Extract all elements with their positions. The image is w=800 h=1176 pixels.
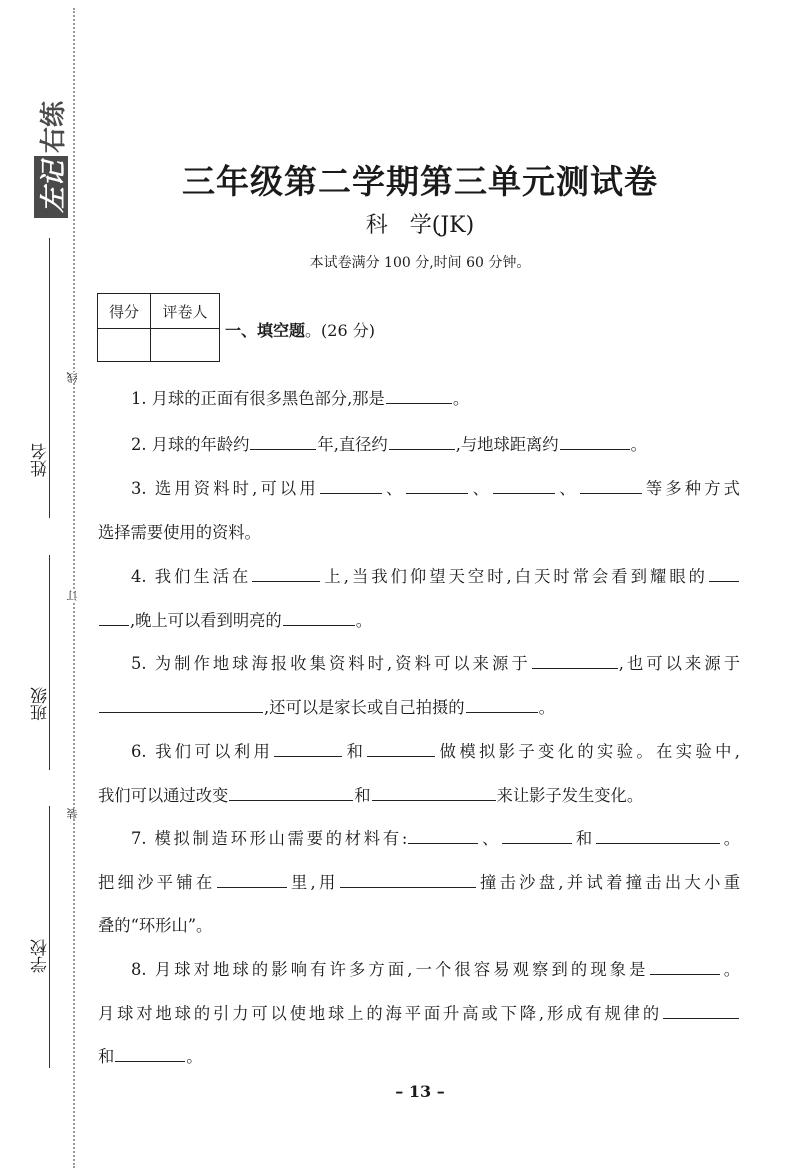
question-1: 1. 月球的正面有很多黑色部分,那是 。 [131, 389, 470, 408]
brand-logo [34, 88, 68, 218]
q4-blank-2b[interactable] [99, 610, 129, 626]
grader-header: 评卷人 [151, 294, 220, 329]
question-6-cont: 我们可以通过改变 和 来让影子发生变化。 [98, 786, 644, 805]
school-label: 学校 [31, 939, 51, 973]
q4-blank-3[interactable] [283, 610, 355, 626]
q7-blank-5[interactable] [340, 872, 476, 888]
question-8-cont-2: 和 。 [98, 1047, 203, 1066]
section-name: 一、填空题 [225, 321, 306, 340]
score-table [97, 293, 220, 362]
school-field [24, 806, 54, 1068]
q5-blank-3[interactable] [466, 697, 538, 713]
binding-dotted-line [73, 8, 75, 1168]
class-field [24, 555, 54, 770]
question-2: 2. 月球的年龄约 年,直径约 ,与地球距离约 。 [131, 435, 647, 454]
q2-blank-1[interactable] [250, 434, 316, 450]
q7-blank-2[interactable] [502, 828, 572, 844]
q5-blank-1[interactable] [532, 653, 618, 669]
class-label: 班级 [31, 687, 51, 721]
page-number: – 13 – [395, 1082, 445, 1101]
name-field [24, 238, 54, 518]
q8-blank-2[interactable] [663, 1003, 739, 1019]
question-7-cont-2: 叠的“环形山”。 [98, 916, 213, 935]
q3-blank-1[interactable] [320, 478, 382, 494]
brand-rest-text: 右练 [38, 100, 69, 153]
q6-blank-3[interactable] [229, 785, 353, 801]
q7-blank-1[interactable] [408, 828, 478, 844]
q4-blank-1[interactable] [252, 566, 320, 582]
question-5: 5. 为制作地球海报收集资料时,资料可以来源于 ,也可以来源于 [131, 654, 740, 673]
question-6: 6. 我们可以利用 和 做模拟影子变化的实验。在实验中, [131, 742, 740, 761]
grader-cell[interactable] [151, 329, 220, 362]
name-label: 姓名 [31, 443, 51, 477]
score-header: 得分 [98, 294, 151, 329]
question-3-cont: 选择需要使用的资料。 [98, 523, 261, 542]
question-8: 8. 月球对地球的影响有许多方面,一个很容易观察到的现象是 。 [131, 960, 740, 979]
brand-boxed-text: 左记 [34, 156, 68, 218]
dotted-char-zhuang: 装 [66, 808, 79, 819]
exam-note: 本试卷满分 100 分,时间 60 分钟。 [309, 255, 531, 271]
q6-blank-1[interactable] [274, 741, 342, 757]
q5-blank-2[interactable] [99, 697, 263, 713]
q3-blank-3[interactable] [493, 478, 555, 494]
q7-blank-4[interactable] [217, 872, 287, 888]
q7-blank-3[interactable] [596, 828, 720, 844]
dotted-char-xian: 线 [66, 372, 79, 383]
q1-blank[interactable] [386, 388, 452, 404]
q4-blank-2a[interactable] [709, 566, 739, 582]
question-8-cont: 月球对地球的引力可以使地球上的海平面升高或下降,形成有规律的 [98, 1002, 740, 1026]
q8-blank-3[interactable] [115, 1046, 185, 1062]
question-4: 4. 我们生活在 上,当我们仰望天空时,白天时常会看到耀眼的 [131, 565, 740, 589]
dotted-char-ding: 订 [66, 590, 79, 601]
section-points: 。(26 分) [305, 321, 375, 340]
q2-blank-3[interactable] [560, 434, 630, 450]
q2-blank-2[interactable] [389, 434, 455, 450]
q6-blank-4[interactable] [372, 785, 496, 801]
score-cell[interactable] [98, 329, 151, 362]
subject-title: 科 学(JK) [365, 213, 475, 238]
q3-blank-4[interactable] [580, 478, 642, 494]
question-4-cont: ,晚上可以看到明亮的 。 [98, 609, 740, 633]
question-7: 7. 模拟制造环形山需要的材料有: 、 和 。 [131, 829, 740, 848]
page-title: 三年级第二学期第三单元测试卷 [182, 162, 658, 201]
q6-blank-2[interactable] [367, 741, 435, 757]
q8-blank-1[interactable] [650, 959, 720, 975]
question-7-cont: 把细沙平铺在 里,用 撞击沙盘,并试着撞击出大小重 [98, 873, 740, 892]
question-5-cont: ,还可以是家长或自己拍摄的 。 [98, 696, 740, 720]
question-3: 3. 选用资料时,可以用 、 、 、 等多种方式 [131, 479, 740, 498]
section-heading [225, 318, 375, 341]
q3-blank-2[interactable] [406, 478, 468, 494]
